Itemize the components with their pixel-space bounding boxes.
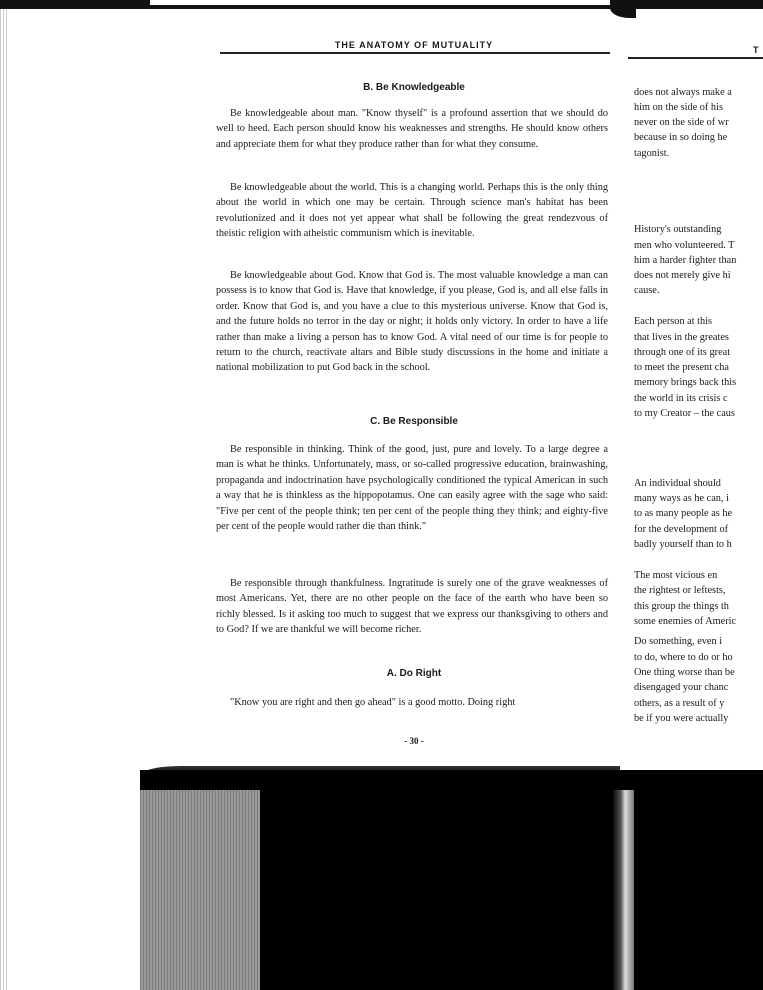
paragraph-1: Be knowledgeable about man. "Know thyself" is a profound assertion that we should do well to heed. Each person should know his weaknesses and strengths. He should know others and appreciate them for what they produce rather than for what they consume. (216, 108, 608, 150)
right-page-line: some enemies of Americ (634, 616, 737, 627)
right-page-line: through one of its great (634, 347, 731, 358)
right-page-line: Do something, even i (634, 636, 723, 647)
scan-gutter (612, 790, 634, 990)
right-page-line: to meet the present cha (634, 362, 729, 373)
paragraph-3: Be knowledgeable about God. Know that God is. The most valuable knowledge a man can possess is to know that God is. Have that knowledge, if you please, God is, and all else falls in order. Know that God is, and you have a clue to this mysterious universe. Know that God is, and the future holds no terror in the day or night; it holds only victory. In order to have a life rather than make a living a person has to know God. A vital need of our time is for people to return to the church, reactivate altars and Bible study discussions in the home and initiate a national mobilization to put God back in the school. (216, 270, 608, 374)
right-page-line: be if you were actually (634, 713, 729, 724)
page-number: - 30 - (404, 736, 424, 746)
paragraph-4: Be responsible in thinking. Think of the good, just, pure and lovely. To a large degree a man is what he thinks. Unfortunately, mass, or so-called progressive education, brainwashing, propaganda and indoctrination have psychologically conditioned the typical American in such a way that he is thinkless as the hippopotamus. One can easily agree with the sage who said: "Five per cent of the people think; ten per cent of the people thing they think; and eighty-five per cent of the people would rather die than think." (216, 444, 608, 533)
scan-top-mark (610, 6, 636, 18)
right-page-line: One thing worse than be (634, 667, 735, 678)
section-heading-knowledgeable: B. Be Knowledgeable (363, 82, 465, 93)
right-page-line: badly yourself than to h (634, 539, 732, 550)
right-page-line: does not always make a (634, 87, 732, 98)
right-page-line: many ways as he can, i (634, 493, 729, 504)
right-page-line: the world in its crisis c (634, 393, 728, 404)
right-page-line: him on the side of his (634, 102, 723, 113)
right-page-line: memory brings back this (634, 377, 737, 388)
right-header-rule (628, 57, 763, 59)
right-page-line: this group the things th (634, 601, 729, 612)
section-heading-do-right: A. Do Right (386, 668, 442, 679)
right-page-line: the rightest or leftests, (634, 585, 726, 596)
right-page-line: men who volunteered. T (634, 240, 735, 251)
right-page-line: him a harder fighter than (634, 255, 737, 266)
paragraph-2: Be knowledgeable about the world. This is a changing world. Perhaps this is the only thing about the world in which one may be certain. Through science man's habitat has been revolutionized and it does not yet appear what shall be following the great rendezvous of theistic religion with atheistic communism which is inevitable. (216, 182, 608, 240)
right-page-line: Each person at this (634, 316, 713, 327)
right-page-line: others, as a result of y (634, 698, 725, 709)
right-page-line: The most vicious en (634, 570, 718, 581)
right-page-line: never on the side of wr (634, 117, 729, 128)
scan-edge-left (0, 0, 8, 990)
scan-top-gap (150, 0, 610, 5)
right-page-line: because in so doing he (634, 132, 728, 143)
right-page-line: for the development of (634, 524, 729, 535)
right-page-line: History's outstanding (634, 224, 722, 235)
right-page-line: tagonist. (634, 148, 670, 159)
scan-bottom-left-texture (140, 790, 260, 990)
paragraph-5: Be responsible through thankfulness. Ingratitude is surely one of the grave weaknesses of most Americans. Yet, there are no other people on the face of the earth who have been so richly blessed. Is it asking too much to suggest that we express our thanksgiving to others and to God? If we are thankful we will become richer. (216, 578, 608, 636)
paragraph-6: "Know you are right and then go ahead" is a good motto. Doing right (230, 697, 516, 708)
right-page-line: to my Creator – the caus (634, 408, 735, 419)
running-head: THE ANATOMY OF MUTUALITY (334, 40, 494, 50)
right-running-head: T (753, 45, 759, 55)
section-heading-responsible: C. Be Responsible (370, 416, 458, 427)
right-page-line: that lives in the greates (634, 332, 729, 343)
right-page-line: does not merely give hi (634, 270, 731, 281)
right-page (628, 36, 763, 756)
right-page-line: to as many people as he (634, 508, 733, 519)
right-page-line: disengaged your chanc (634, 682, 729, 693)
right-page-line: An individual should (634, 478, 721, 489)
header-rule (220, 52, 610, 54)
right-page-line: to do, where to do or ho (634, 652, 733, 663)
right-page-line: cause. (634, 285, 660, 296)
